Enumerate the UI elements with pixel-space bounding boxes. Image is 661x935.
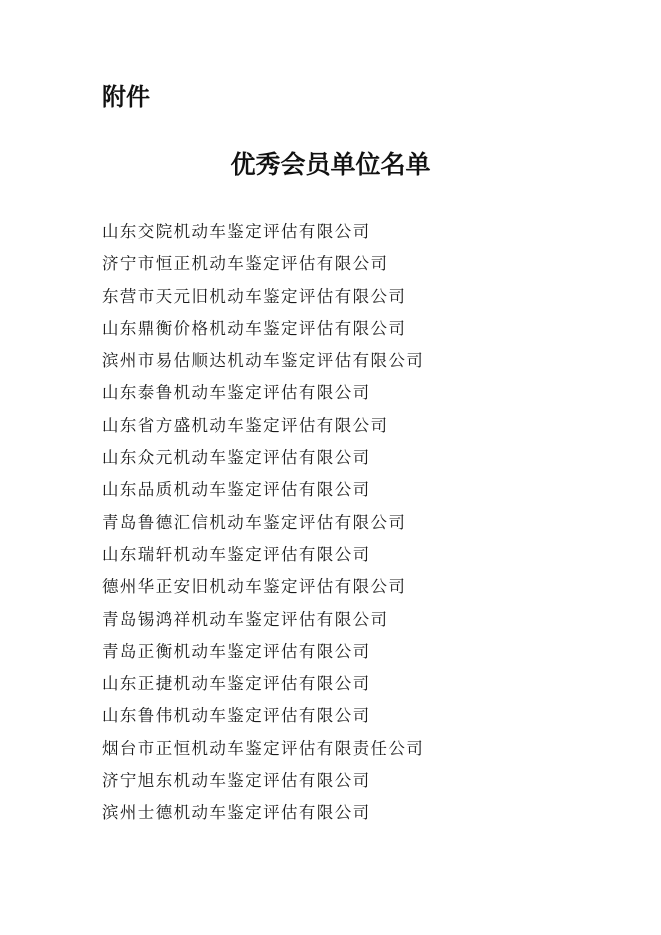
company-item: 山东鼎衡价格机动车鉴定评估有限公司 bbox=[102, 318, 407, 338]
company-item: 山东省方盛机动车鉴定评估有限公司 bbox=[102, 415, 389, 435]
company-item: 山东交院机动车鉴定评估有限公司 bbox=[102, 222, 371, 241]
company-item: 济宁市恒正机动车鉴定评估有限公司 bbox=[102, 254, 389, 274]
attachment-label: 附件 bbox=[102, 83, 150, 111]
company-list bbox=[102, 216, 424, 830]
company-item: 青岛锡鸿祥机动车鉴定评估有限公司 bbox=[102, 609, 389, 629]
company-item: 德州华正安旧机动车鉴定评估有限公司 bbox=[102, 577, 407, 597]
company-item: 山东众元机动车鉴定评估有限公司 bbox=[102, 448, 371, 468]
company-item: 山东正捷机动车鉴定评估有限公司 bbox=[102, 674, 371, 694]
company-item: 滨州士德机动车鉴定评估有限公司 bbox=[102, 803, 371, 823]
company-item: 滨州市易估顺达机动车鉴定评估有限公司 bbox=[102, 351, 425, 371]
company-item: 青岛鲁德汇信机动车鉴定评估有限公司 bbox=[102, 512, 407, 532]
company-item: 山东瑞轩机动车鉴定评估有限公司 bbox=[102, 544, 371, 564]
company-item: 烟台市正恒机动车鉴定评估有限责任公司 bbox=[102, 738, 425, 758]
company-item: 东营市天元旧机动车鉴定评估有限公司 bbox=[102, 286, 407, 306]
document-title: 优秀会员单位名单 bbox=[230, 150, 431, 179]
company-item: 青岛正衡机动车鉴定评估有限公司 bbox=[102, 641, 371, 661]
company-item: 山东品质机动车鉴定评估有限公司 bbox=[102, 480, 371, 500]
company-item: 济宁旭东机动车鉴定评估有限公司 bbox=[102, 771, 371, 791]
company-item: 山东鲁伟机动车鉴定评估有限公司 bbox=[102, 706, 371, 726]
company-item: 山东泰鲁机动车鉴定评估有限公司 bbox=[102, 383, 371, 403]
